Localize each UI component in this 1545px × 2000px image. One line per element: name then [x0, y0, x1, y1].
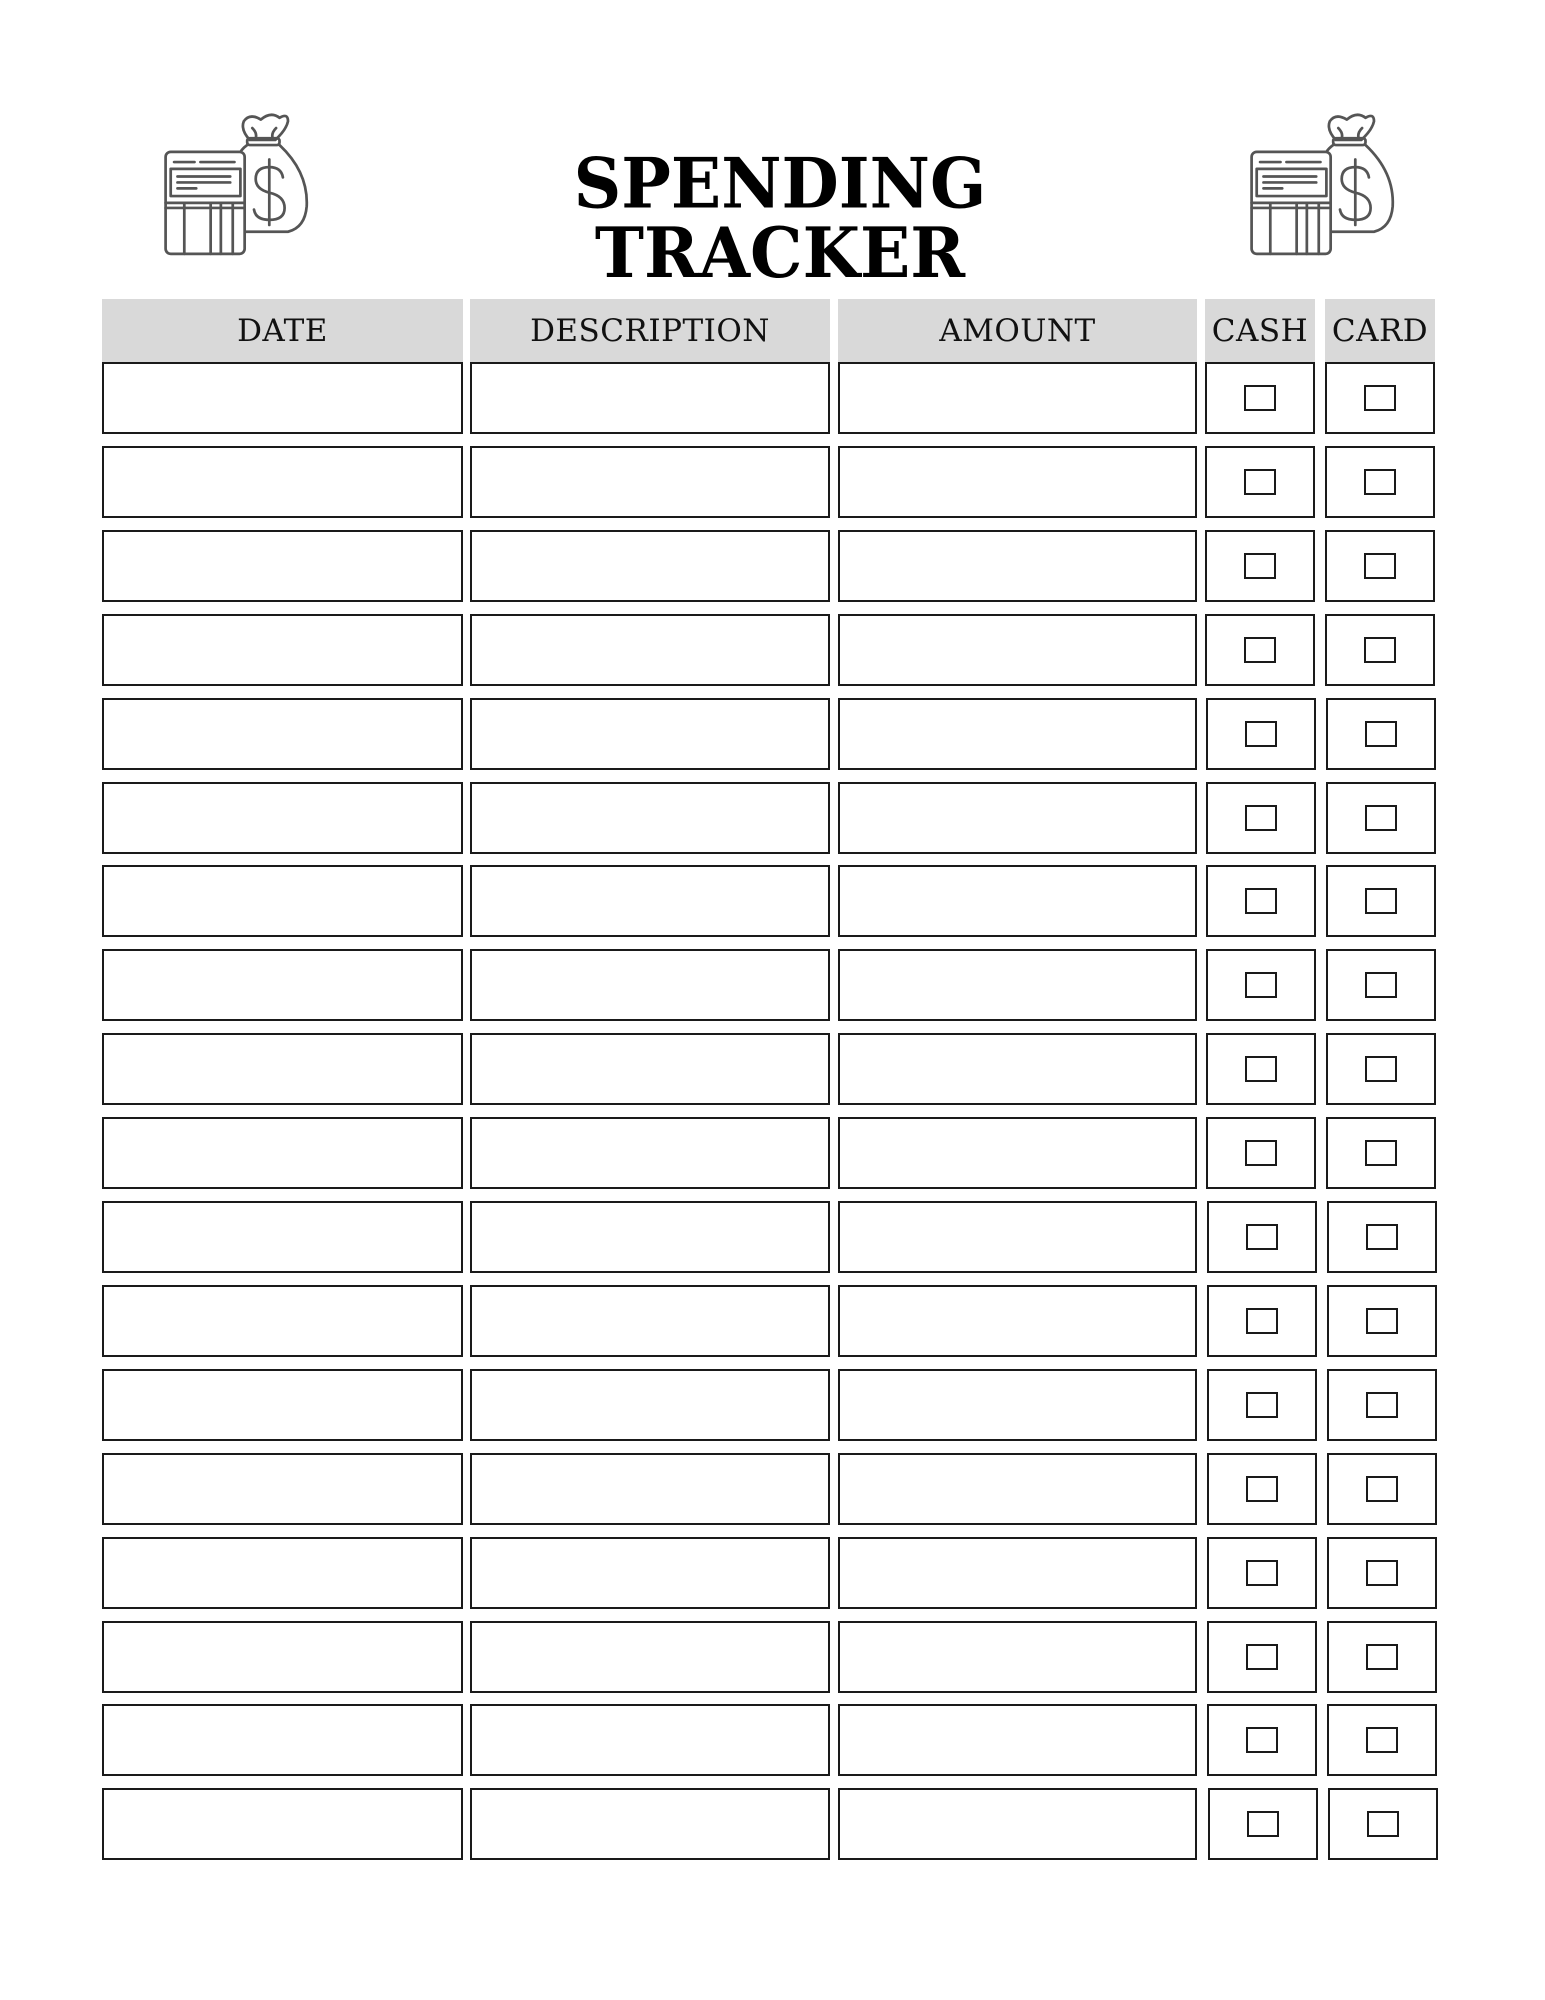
card-checkbox[interactable]	[1366, 1644, 1398, 1670]
cash-checkbox[interactable]	[1247, 1811, 1279, 1837]
cash-checkbox[interactable]	[1244, 553, 1276, 579]
card-cell	[1326, 782, 1436, 854]
cash-checkbox[interactable]	[1245, 1056, 1277, 1082]
cash-checkbox[interactable]	[1244, 469, 1276, 495]
card-cell	[1327, 1201, 1437, 1273]
cash-cell	[1205, 614, 1315, 686]
description-cell[interactable]	[470, 446, 830, 518]
description-cell[interactable]	[470, 865, 830, 937]
cash-checkbox[interactable]	[1244, 637, 1276, 663]
card-checkbox[interactable]	[1366, 1727, 1398, 1753]
cash-cell	[1208, 1788, 1318, 1860]
table-row	[0, 1704, 1545, 1776]
description-cell[interactable]	[470, 362, 830, 434]
card-cell	[1327, 1537, 1437, 1609]
date-cell[interactable]	[102, 1537, 463, 1609]
cash-cell	[1207, 1453, 1317, 1525]
card-checkbox[interactable]	[1365, 1140, 1397, 1166]
card-checkbox[interactable]	[1364, 637, 1396, 663]
table-row	[0, 1453, 1545, 1525]
description-cell[interactable]	[470, 1201, 830, 1273]
date-cell[interactable]	[102, 1704, 463, 1776]
card-checkbox[interactable]	[1366, 1476, 1398, 1502]
cash-cell	[1205, 530, 1315, 602]
cash-cell	[1205, 362, 1315, 434]
cash-cell	[1207, 1704, 1317, 1776]
cash-cell	[1207, 1621, 1317, 1693]
card-cell	[1325, 530, 1435, 602]
column-header-date: DATE	[102, 299, 463, 362]
amount-cell[interactable]	[838, 1033, 1197, 1105]
card-checkbox[interactable]	[1366, 1560, 1398, 1586]
amount-cell[interactable]	[838, 362, 1197, 434]
cash-cell	[1207, 1201, 1317, 1273]
card-cell	[1326, 865, 1436, 937]
cash-cell	[1206, 865, 1316, 937]
table-row	[0, 1033, 1545, 1105]
cash-cell	[1207, 1285, 1317, 1357]
card-cell	[1325, 614, 1435, 686]
card-cell	[1327, 1369, 1437, 1441]
cash-checkbox[interactable]	[1245, 972, 1277, 998]
description-cell[interactable]	[470, 614, 830, 686]
card-checkbox[interactable]	[1366, 1308, 1398, 1334]
card-checkbox[interactable]	[1364, 385, 1396, 411]
date-cell[interactable]	[102, 782, 463, 854]
table-row	[0, 1537, 1545, 1609]
date-cell[interactable]	[102, 698, 463, 770]
cash-cell	[1206, 698, 1316, 770]
cash-cell	[1206, 949, 1316, 1021]
card-checkbox[interactable]	[1365, 721, 1397, 747]
cash-cell	[1206, 1033, 1316, 1105]
description-cell[interactable]	[470, 1537, 830, 1609]
table-row	[0, 1621, 1545, 1693]
table-row	[0, 362, 1545, 434]
amount-cell[interactable]	[838, 865, 1197, 937]
description-cell[interactable]	[470, 782, 830, 854]
table-row	[0, 614, 1545, 686]
description-cell[interactable]	[470, 530, 830, 602]
date-cell[interactable]	[102, 1117, 463, 1189]
description-cell[interactable]	[470, 1285, 830, 1357]
card-cell	[1326, 949, 1436, 1021]
cash-cell	[1205, 446, 1315, 518]
amount-cell[interactable]	[838, 1621, 1197, 1693]
card-cell	[1328, 1788, 1438, 1860]
date-cell[interactable]	[102, 949, 463, 1021]
card-cell	[1327, 1453, 1437, 1525]
cash-cell	[1207, 1369, 1317, 1441]
table-row	[0, 446, 1545, 518]
card-checkbox[interactable]	[1364, 469, 1396, 495]
description-cell[interactable]	[470, 1621, 830, 1693]
amount-cell[interactable]	[838, 782, 1197, 854]
description-cell[interactable]	[470, 698, 830, 770]
table-row	[0, 698, 1545, 770]
cash-checkbox[interactable]	[1245, 888, 1277, 914]
cash-cell	[1206, 782, 1316, 854]
receipt-money-bag-icon	[152, 100, 322, 270]
description-cell[interactable]	[470, 1704, 830, 1776]
card-cell	[1325, 362, 1435, 434]
cash-cell	[1207, 1537, 1317, 1609]
date-cell[interactable]	[102, 1285, 463, 1357]
card-checkbox[interactable]	[1365, 805, 1397, 831]
cash-checkbox[interactable]	[1246, 1476, 1278, 1502]
amount-cell[interactable]	[838, 1704, 1197, 1776]
cash-checkbox[interactable]	[1245, 721, 1277, 747]
date-cell[interactable]	[102, 530, 463, 602]
amount-cell[interactable]	[838, 1537, 1197, 1609]
table-row	[0, 1117, 1545, 1189]
card-cell	[1326, 1033, 1436, 1105]
description-cell[interactable]	[470, 1117, 830, 1189]
table-row	[0, 1201, 1545, 1273]
description-cell[interactable]	[470, 1033, 830, 1105]
table-row	[0, 949, 1545, 1021]
card-checkbox[interactable]	[1365, 888, 1397, 914]
card-checkbox[interactable]	[1365, 972, 1397, 998]
table-row	[0, 1285, 1545, 1357]
card-checkbox[interactable]	[1367, 1811, 1399, 1837]
column-header-amount: AMOUNT	[838, 299, 1197, 362]
card-cell	[1325, 446, 1435, 518]
date-cell[interactable]	[102, 1369, 463, 1441]
page-title: SPENDING TRACKER	[573, 142, 987, 294]
amount-cell[interactable]	[838, 1117, 1197, 1189]
amount-cell[interactable]	[838, 1285, 1197, 1357]
cash-checkbox[interactable]	[1246, 1224, 1278, 1250]
cash-checkbox[interactable]	[1245, 805, 1277, 831]
card-cell	[1326, 698, 1436, 770]
cash-checkbox[interactable]	[1245, 1140, 1277, 1166]
card-cell	[1327, 1285, 1437, 1357]
table-row	[0, 865, 1545, 937]
amount-cell[interactable]	[838, 1788, 1197, 1860]
card-checkbox[interactable]	[1366, 1392, 1398, 1418]
card-cell	[1327, 1621, 1437, 1693]
receipt-money-bag-icon	[1238, 100, 1408, 270]
date-cell[interactable]	[102, 614, 463, 686]
date-cell[interactable]	[102, 865, 463, 937]
cash-cell	[1206, 1117, 1316, 1189]
description-cell[interactable]	[470, 1453, 830, 1525]
description-cell[interactable]	[470, 949, 830, 1021]
card-checkbox[interactable]	[1364, 553, 1396, 579]
column-header-description: DESCRIPTION	[470, 299, 830, 362]
date-cell[interactable]	[102, 446, 463, 518]
table-row	[0, 530, 1545, 602]
cash-checkbox[interactable]	[1246, 1727, 1278, 1753]
cash-checkbox[interactable]	[1246, 1560, 1278, 1586]
card-cell	[1326, 1117, 1436, 1189]
table-row	[0, 1369, 1545, 1441]
date-cell[interactable]	[102, 1033, 463, 1105]
column-header-card: CARD	[1325, 299, 1435, 362]
amount-cell[interactable]	[838, 1201, 1197, 1273]
card-checkbox[interactable]	[1365, 1056, 1397, 1082]
date-cell[interactable]	[102, 362, 463, 434]
amount-cell[interactable]	[838, 530, 1197, 602]
description-cell[interactable]	[470, 1369, 830, 1441]
cash-checkbox[interactable]	[1244, 385, 1276, 411]
card-checkbox[interactable]	[1366, 1224, 1398, 1250]
description-cell[interactable]	[470, 1788, 830, 1860]
amount-cell[interactable]	[838, 446, 1197, 518]
cash-checkbox[interactable]	[1246, 1644, 1278, 1670]
amount-cell[interactable]	[838, 949, 1197, 1021]
date-cell[interactable]	[102, 1453, 463, 1525]
date-cell[interactable]	[102, 1788, 463, 1860]
column-header-cash: CASH	[1205, 299, 1315, 362]
amount-cell[interactable]	[838, 614, 1197, 686]
amount-cell[interactable]	[838, 1453, 1197, 1525]
table-row	[0, 782, 1545, 854]
date-cell[interactable]	[102, 1621, 463, 1693]
cash-checkbox[interactable]	[1246, 1308, 1278, 1334]
cash-checkbox[interactable]	[1246, 1392, 1278, 1418]
date-cell[interactable]	[102, 1201, 463, 1273]
amount-cell[interactable]	[838, 1369, 1197, 1441]
amount-cell[interactable]	[838, 698, 1197, 770]
card-cell	[1327, 1704, 1437, 1776]
table-row	[0, 1788, 1545, 1860]
